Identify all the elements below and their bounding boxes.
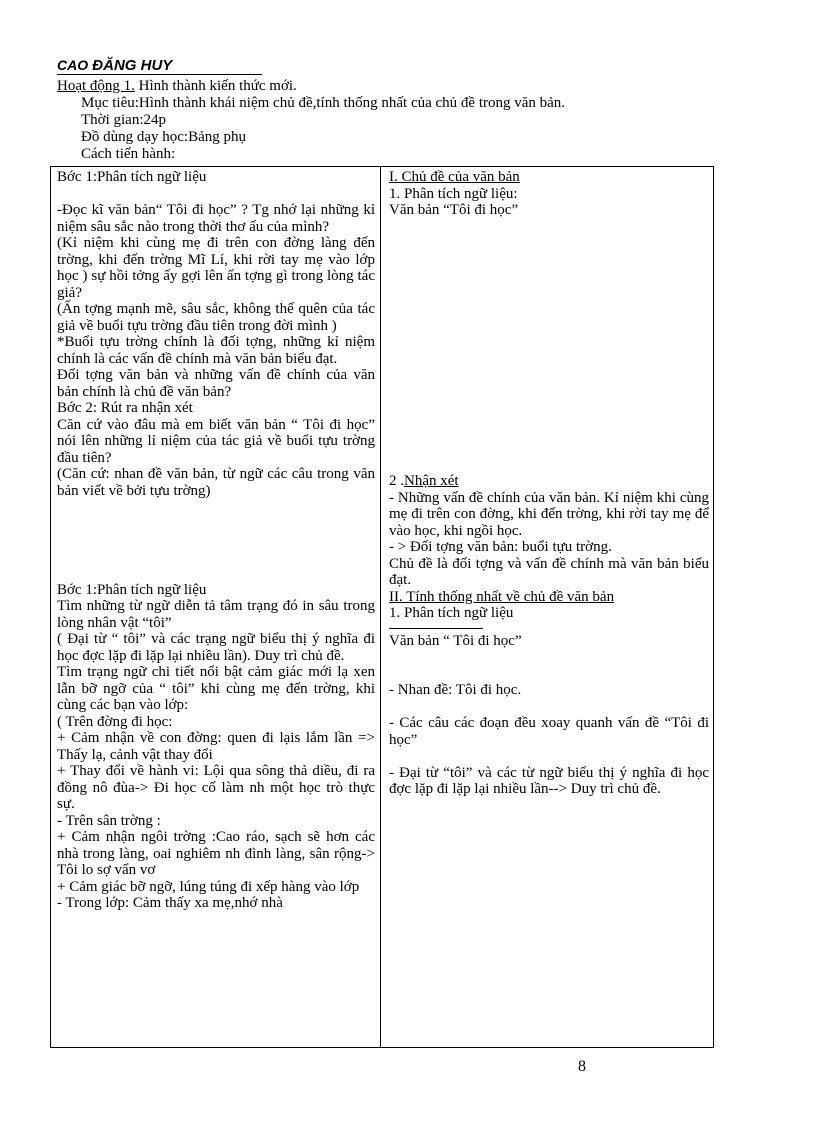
section2-title: II. Tính thống nhất về chủ đề văn bản bbox=[389, 588, 615, 605]
left-line: Bớc 2: Rút ra nhận xét bbox=[57, 400, 193, 416]
left-line bbox=[57, 565, 375, 582]
left-line bbox=[57, 549, 375, 566]
left-line: + Cảm nhận về con đờng: quen đi lạis lắm lần => Thấy lạ, cảnh vật thay đổi bbox=[57, 730, 375, 763]
teacher-student-column bbox=[57, 169, 375, 912]
author-underline bbox=[57, 74, 262, 75]
s2-text2: - Nhan đề: Tôi đi học. bbox=[389, 682, 522, 698]
author-prefix: CAO bbox=[57, 57, 89, 73]
left-line: (Ấn tợng mạnh mẽ, sâu sắc, không thể quên của tác giả về buổi tựu trờng đầu tiên trong đời mình ) bbox=[57, 301, 375, 334]
s2-text3: - Các câu các đoạn đều xoay quanh vấn đề “Tôi đi học” bbox=[389, 715, 709, 748]
left-line: + Thay đổi về hành vi: Lội qua sông thả diều, đi ra đồng nô đùa-> Đi học cố làm nh một học trò thực sự. bbox=[57, 763, 375, 812]
left-line: Căn cứ vào đâu mà em biết văn bản “ Tôi đi học” nói lên những lỉ niệm của tác giả về buổi tựu trờng đầu tiên? bbox=[57, 416, 375, 466]
left-line: ( Trên đờng đi học: bbox=[57, 713, 173, 730]
left-line: Tìm những từ ngữ diễn tả tâm trạng đó in sâu trong lòng nhân vật “tôi” bbox=[57, 598, 375, 631]
s2-item1: 1. Phân tích ngữ liệu bbox=[389, 605, 514, 621]
author-header bbox=[57, 56, 172, 75]
left-line: - Trên sân trờng : bbox=[57, 812, 161, 829]
s2-text4: - Đại từ “tôi” và các từ ngữ biểu thị ý nghĩa đi học đợc lặp đi lặp lại nhiều lần--> Duy trì chủ đề. bbox=[389, 764, 709, 797]
left-line: *Buổi tựu trờng chính là đối tợng, những kỉ niệm chính là các vấn đề chính mà văn bản biểu đạt. bbox=[57, 334, 375, 367]
s1-text1: Văn bản “Tôi đi học” bbox=[389, 202, 519, 218]
author-name: ĐĂNG HUY bbox=[92, 57, 173, 74]
column-divider bbox=[380, 167, 381, 1047]
s2-text1: Văn bản “ Tôi đi học” bbox=[389, 632, 522, 649]
activity-intro bbox=[57, 78, 757, 163]
left-line bbox=[57, 186, 375, 203]
s1-item2-num: 2 . bbox=[389, 473, 404, 489]
left-line: (Kỉ niệm khi cùng mẹ đi trên con đờng làng đến trờng, khi đến trờng Mĩ Lí, khi rời tay mẹ vào lớp học ) sự hồi tởng ấy gợi lên ấn tợng gì trong lòng tác giả? bbox=[57, 235, 375, 301]
left-line bbox=[57, 516, 375, 533]
activity-label: Hoạt động 1. bbox=[57, 78, 135, 94]
lesson-table bbox=[50, 166, 714, 1048]
time-line: Thời gian:24p bbox=[81, 112, 167, 128]
left-line: + Cảm nhận ngôi trờng :Cao ráo, sạch sẽ hơn các nhà trong làng, oai nghiêm nh đình làng, sân rộng-> Tôi lo sợ vẩn vơ bbox=[57, 829, 375, 878]
left-line: - Trong lớp: Cảm thấy xa mẹ,nhớ nhà bbox=[57, 895, 283, 911]
left-line bbox=[57, 532, 375, 549]
s1-text3: - > Đối tợng văn bản: buổi tựu trờng. bbox=[389, 539, 612, 555]
left-line: Tìm trạng ngữ chi tiết nổi bật cảm giác mới lạ xen lẫn bỡ ngỡ của “ tôi” khi cùng mẹ đến trờng, khi cùng các bạn vào lớp: bbox=[57, 664, 375, 713]
s1-text2: - Những vấn đề chính của văn bản. Kỉ niệm khi cùng mẹ đi trên con đờng, khi đến trờng, khi rời tay mẹ để vào học, khi ngồi học. bbox=[389, 489, 709, 539]
left-line: Bớc 1:Phân tích ngữ liệu bbox=[57, 581, 207, 598]
s1-item2-label: Nhận xét bbox=[404, 473, 459, 489]
left-line: Đối tợng văn bản và những vấn đề chính của văn bản chính là chủ đề văn bản? bbox=[57, 367, 375, 400]
left-line: ( Đại từ “ tôi” và các trạng ngữ biểu thị ý nghĩa đi học đợc lặp đi lặp lại nhiều lần). Duy trì chủ đề. bbox=[57, 631, 375, 664]
content-column-middle bbox=[389, 473, 709, 798]
left-line: (Căn cứ: nhan đề văn bản, từ ngữ các câu trong văn bản viết về bởi tựu trờng) bbox=[57, 466, 375, 499]
left-line: -Đọc kĩ văn bản“ Tôi đi học” ? Tg nhớ lại những kỉ niệm sâu sắc nào trong thời thơ ấu của mình? bbox=[57, 202, 375, 235]
s1-item1: 1. Phân tích ngữ liệu: bbox=[389, 185, 518, 202]
materials-line: Đồ dùng dạy học:Bảng phụ bbox=[81, 129, 246, 145]
procedure-line: Cách tiến hành: bbox=[81, 146, 176, 162]
activity-title: Hình thành kiến thức mới. bbox=[134, 78, 297, 94]
content-column-top bbox=[389, 169, 709, 219]
s1-text4: Chủ đề là đối tợng và vấn đề chính mà văn bản biểu đạt. bbox=[389, 555, 709, 588]
left-line: Bớc 1:Phân tích ngữ liệu bbox=[57, 169, 207, 185]
page-number: 8 bbox=[578, 1058, 586, 1075]
left-line bbox=[57, 499, 375, 516]
left-line: + Cảm giác bỡ ngỡ, lúng túng đi xếp hàng vào lớp bbox=[57, 878, 360, 895]
section1-title: I. Chủ đề của văn bản bbox=[389, 169, 520, 185]
separator-line bbox=[389, 628, 483, 629]
objective-line: Mục tiêu:Hình thành khái niệm chủ đề,tính thống nhất của chủ đề trong văn bản. bbox=[81, 95, 566, 111]
